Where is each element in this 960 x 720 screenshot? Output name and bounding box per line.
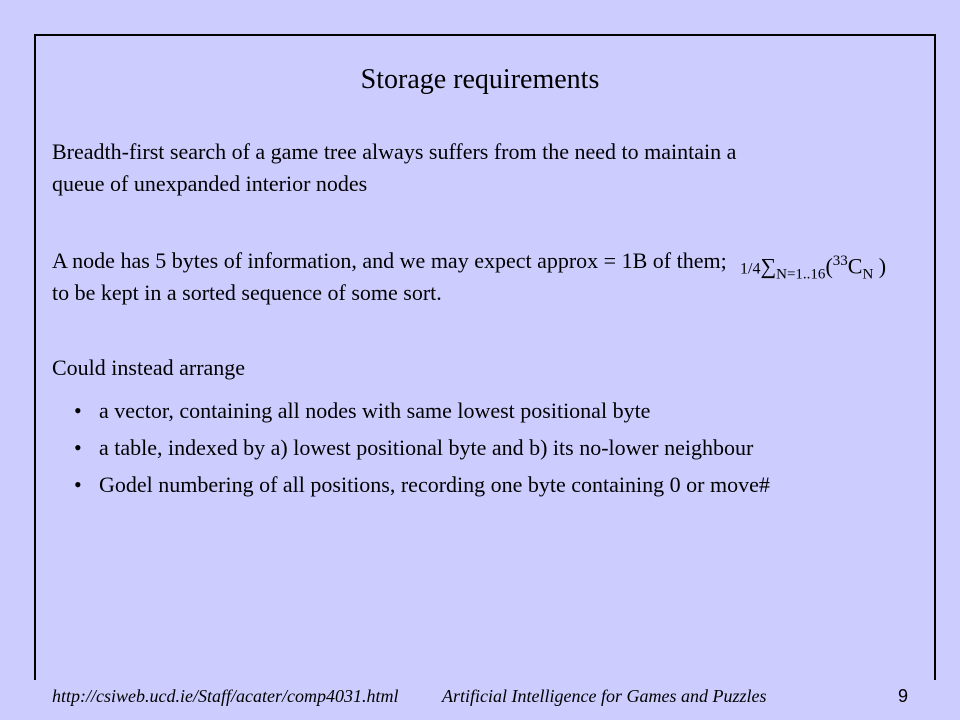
frame-corner-tick-right xyxy=(934,664,936,680)
paragraph-instead: Could instead arrange xyxy=(52,355,246,380)
bullet-icon: • xyxy=(74,472,82,497)
frame-corner-tick-left xyxy=(34,664,36,680)
formula-sum-range: N=1..16 xyxy=(776,266,826,283)
paragraph-node-bytes: A node has 5 bytes of information, and we may expect approx = 1B of them; to be kept in a sorted sequence of some sort. xyxy=(52,248,727,305)
bullet-list xyxy=(74,392,770,503)
list-item-text: a table, indexed by a) lowest positional byte and b) its no-lower neighbour xyxy=(99,435,754,460)
slide-title: Storage requirements xyxy=(360,64,600,95)
formula-subscript: N xyxy=(862,266,874,283)
list-item xyxy=(74,466,770,503)
list-item-text: a vector, containing all nodes with same lowest positional byte xyxy=(99,398,651,423)
page-number: 9 xyxy=(898,686,909,706)
paragraph-breadth-first: Breadth-first search of a game tree always suffers from the need to maintain a queue of unexpanded interior nodes xyxy=(52,139,737,196)
formula-sigma: ∑ xyxy=(760,253,777,279)
footer-course-title: Artificial Intelligence for Games and Puzzles xyxy=(442,686,767,706)
list-item xyxy=(74,392,770,429)
formula-base: C xyxy=(847,253,863,279)
formula-coefficient: 1/4 xyxy=(740,260,761,278)
bullet-icon: • xyxy=(74,435,82,460)
bullet-icon: • xyxy=(74,398,82,423)
formula-close-paren: ) xyxy=(873,253,887,279)
slide-frame xyxy=(34,34,936,664)
formula-superscript: 33 xyxy=(832,253,848,269)
list-item-text: Godel numbering of all positions, recording one byte containing 0 or move# xyxy=(99,472,770,497)
formula-open-paren: ( xyxy=(825,253,833,279)
summation-formula xyxy=(740,245,886,291)
footer-url: http://csiweb.ucd.ie/Staff/acater/comp4031.html xyxy=(52,686,399,706)
list-item xyxy=(74,429,770,466)
